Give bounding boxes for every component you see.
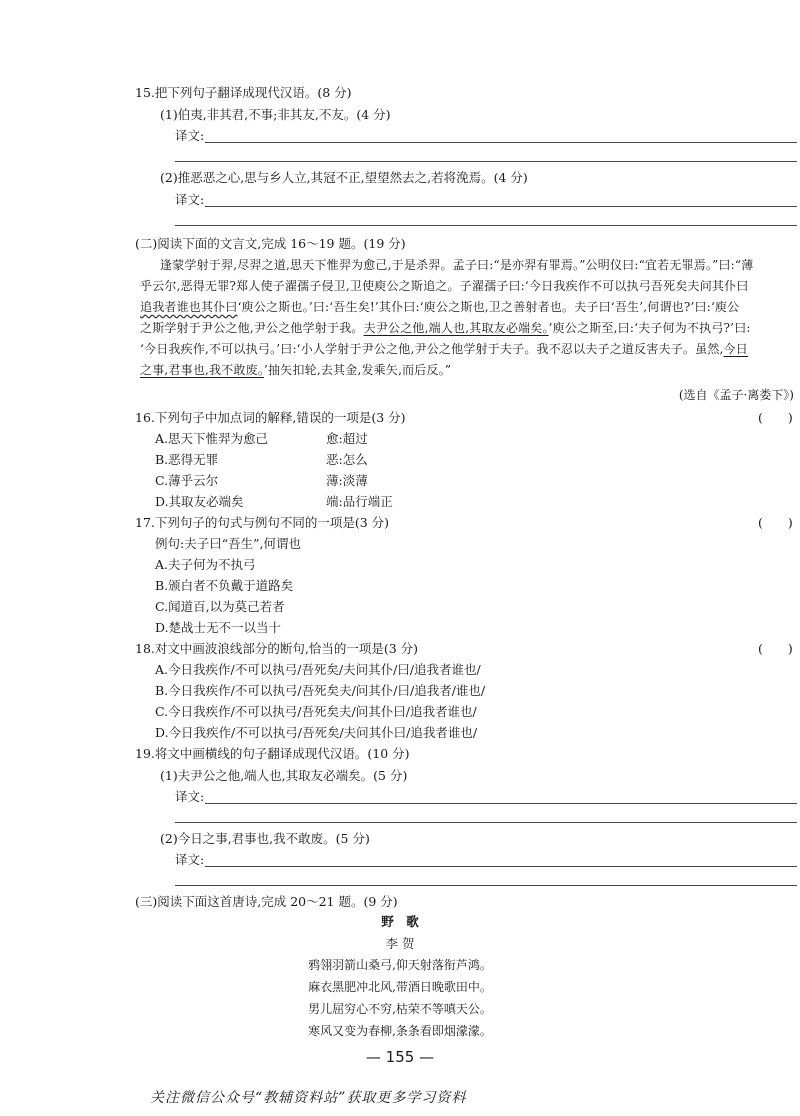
q16-option-d-gloss: 端:品行端正 (326, 494, 393, 509)
footer-note: 关注微信公众号“教辅资料站”获取更多学习资料 (150, 1090, 467, 1106)
underlined-text: 夫尹公之他,端人也,其取友必端矣。 (363, 321, 549, 335)
passage-line: 乎云尔,恶得无罪?郑人使子濯孺子侵卫,卫使庾公之斯追之。子濯孺子曰:‘今日我疾作不可以执弓吾死矣夫问其仆曰 (140, 279, 749, 293)
q18-option-c: C.今日我疾作/不可以执弓/吾死矣夫/问其仆曰/追我者谁也/ (155, 704, 477, 719)
passage-source: (选自《孟子·离娄下》) (678, 388, 794, 402)
q15-sentence-2: (2)推恶恶之心,思与乡人立,其冠不正,望望然去之,若将浼焉。(4 分) (160, 170, 528, 185)
q16-stem: 16.下列句子中加点词的解释,错误的一项是(3 分) (135, 410, 406, 425)
answer-line[interactable] (205, 866, 797, 867)
translation-label: 译文: (175, 192, 205, 207)
q16-option-c-gloss: 薄:淡薄 (326, 473, 368, 488)
passage-line (140, 321, 800, 336)
q17-option-a: A.夫子何为不执弓 (155, 557, 256, 572)
passage-line (140, 342, 800, 357)
q16-option-d: D.其取友必端矣 (155, 494, 244, 509)
poem-line: 男儿屈穷心不穷,枯荣不等嗔天公。 (308, 1002, 492, 1016)
passage-line (140, 300, 800, 315)
answer-line[interactable] (205, 803, 797, 804)
section3-title: (三)阅读下面这首唐诗,完成 20～21 题。(9 分) (135, 894, 398, 909)
q16-option-a: A.思天下惟羿为愈己 (155, 431, 269, 446)
passage-text: ‘今日我疾作,不可以执弓。’曰:‘小人学射于尹公之他,尹公之他学射于夫子。我不忍以夫子之道反害夫子。虽然, (140, 342, 724, 356)
underlined-text: 今日 (723, 342, 748, 356)
passage-line: 逢蒙学射于羿,尽羿之道,思天下惟羿为愈己,于是杀羿。孟子曰:“是亦羿有罪焉。”公明仪曰:“宜若无罪焉。”曰:“薄 (160, 258, 754, 272)
answer-bracket[interactable]: ( ) (758, 641, 793, 656)
passage-line (140, 363, 800, 378)
translation-label: 译文: (175, 128, 205, 143)
q17-option-c: C.闻道百,以为莫己若者 (155, 599, 285, 614)
translation-label: 译文: (175, 852, 205, 867)
q17-option-b: B.颁白者不负戴于道路矣 (155, 578, 294, 593)
page-number: — 155 — (365, 1048, 435, 1066)
q16-option-a-gloss: 愈:超过 (326, 431, 368, 446)
answer-line[interactable] (175, 161, 797, 162)
poem-title: 野 歌 (381, 914, 419, 929)
q16-option-b-gloss: 恶:怎么 (326, 452, 368, 467)
poem-author: 李 贺 (385, 936, 415, 951)
q16-option-c: C.薄乎云尔 (155, 473, 219, 488)
passage-text: ‘庾公之斯也。’曰:‘吾生矣!’其仆曰:‘庾公之斯也,卫之善射者也。夫子曰‘吾生’,何谓也?’曰:‘庾公 (237, 300, 740, 314)
answer-line[interactable] (175, 225, 797, 226)
passage-text: ’抽矢扣轮,去其金,发乘矢,而后反。” (264, 363, 452, 377)
q17-stem: 17.下列句子的句式与例句不同的一项是(3 分) (135, 515, 390, 530)
answer-line[interactable] (175, 822, 797, 823)
q19-stem: 19.将文中画横线的句子翻译成现代汉语。(10 分) (135, 746, 410, 761)
answer-bracket[interactable]: ( ) (758, 515, 793, 530)
poem-line: 麻衣黑肥冲北风,带酒日晚歌田中。 (308, 980, 492, 994)
poem-line: 寒风又变为春柳,条条看即烟濛濛。 (308, 1024, 492, 1038)
q17-example: 例句:夫子曰“吾生”,何谓也 (155, 536, 301, 551)
wavy-underlined-text: 追我者谁也其仆曰 (140, 300, 238, 314)
passage-text: 之斯学射于尹公之他,尹公之他学射于我。 (140, 321, 364, 335)
q19-sentence-1: (1)夫尹公之他,端人也,其取友必端矣。(5 分) (160, 768, 408, 783)
passage-text: ’庾公之斯至,曰:‘夫子何为不执弓?’曰: (548, 321, 751, 335)
q18-option-d: D.今日我疾作/不可以执弓/吾死矣/夫问其仆曰/追我者谁也/ (155, 725, 478, 740)
q18-option-b: B.今日我疾作/不可以执弓/吾死矣夫/问其仆/曰/追我者/谁也/ (155, 683, 486, 698)
translation-label: 译文: (175, 789, 205, 804)
answer-bracket[interactable]: ( ) (758, 410, 793, 425)
q18-option-a: A.今日我疾作/不可以执弓/吾死矣/夫问其仆/曰/追我者谁也/ (155, 662, 481, 677)
answer-line[interactable] (205, 206, 797, 207)
q15-sentence-1: (1)伯夷,非其君,不事;非其友,不友。(4 分) (160, 107, 391, 122)
q16-option-b: B.恶得无罪 (155, 452, 219, 467)
answer-line[interactable] (175, 885, 797, 886)
q18-stem: 18.对文中画波浪线部分的断句,恰当的一项是(3 分) (135, 641, 419, 656)
q17-option-d: D.楚战士无不一以当十 (155, 620, 282, 635)
underlined-text: 之事,君事也,我不敢废。 (140, 363, 265, 377)
poem-line: 鸦翎羽箭山桑弓,仰天射落衔芦鸿。 (308, 958, 492, 972)
q19-sentence-2: (2)今日之事,君事也,我不敢废。(5 分) (160, 831, 370, 846)
q15-stem: 15.把下列句子翻译成现代汉语。(8 分) (135, 85, 352, 100)
answer-line[interactable] (205, 142, 797, 143)
section2-title: (二)阅读下面的文言文,完成 16～19 题。(19 分) (135, 236, 406, 251)
